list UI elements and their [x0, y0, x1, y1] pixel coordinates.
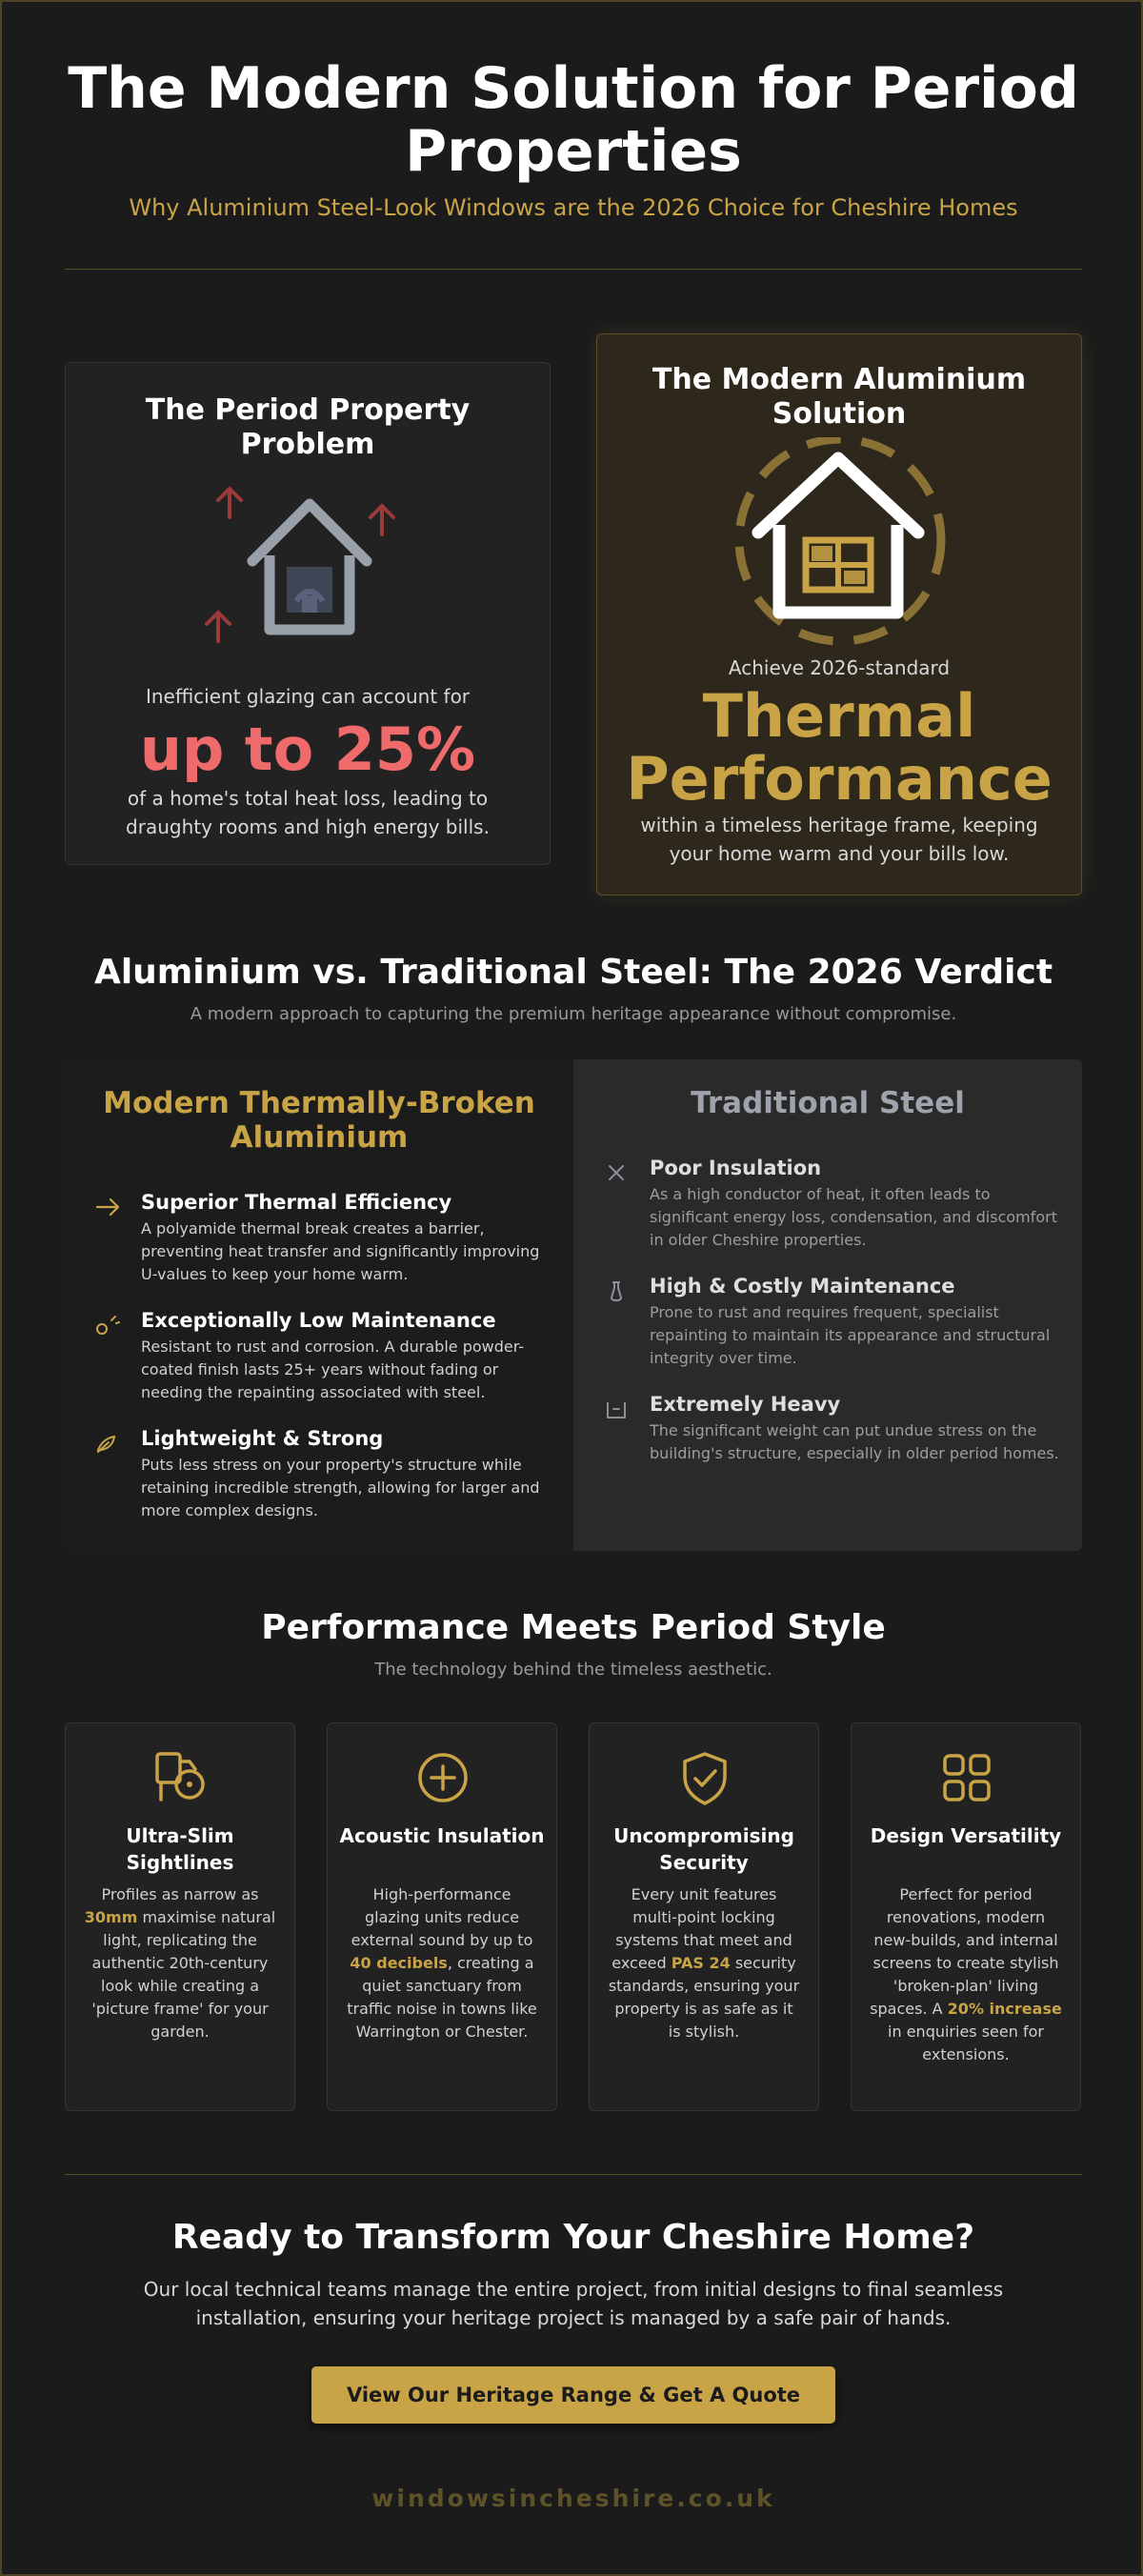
performance-card-title: Design Versatility	[870, 1824, 1062, 1847]
weight-icon	[602, 1395, 631, 1423]
quote-button[interactable]: View Our Heritage Range & Get A Quote	[311, 2366, 835, 2424]
text-part: maximise natural light, replicating the authentic 20th-century look while creating a 'picture frame' for your garden.	[91, 1908, 276, 2041]
feature-title: Poor Insulation	[650, 1157, 822, 1179]
feature-text: The significant weight can put undue stress on the building's structure, especially in older period homes.	[650, 1421, 1059, 1462]
text-part: Profiles as narrow as	[101, 1885, 259, 1903]
feature-text: Prone to rust and requires frequent, specialist repainting to maintain its appearance and structural integrity over time.	[650, 1303, 1051, 1367]
performance-card-title: Acoustic Insulation	[339, 1824, 545, 1847]
feature-title: High & Costly Maintenance	[650, 1275, 955, 1298]
steel-column	[573, 1059, 1082, 1551]
problem-card	[65, 362, 551, 865]
performance-subtitle: The technology behind the timeless aesthetic.	[374, 1660, 772, 1680]
comparison-subtitle: A modern approach to capturing the premium heritage appearance without compromise.	[190, 1004, 957, 1024]
page-subtitle: Why Aluminium Steel-Look Windows are the 2026 Choice for Cheshire Homes	[129, 194, 1018, 221]
grid-icon	[933, 1744, 1000, 1811]
problem-lead: Inefficient glazing can account for	[145, 685, 471, 708]
solution-card	[596, 333, 1082, 896]
performance-card-acoustic	[327, 1722, 557, 2111]
cross-icon	[602, 1158, 631, 1187]
text-part: High-performance glazing units reduce external sound by up to	[351, 1885, 533, 1949]
performance-card-security	[589, 1722, 819, 2111]
feature-title: Exceptionally Low Maintenance	[141, 1309, 496, 1332]
feature-title: Lightweight & Strong	[141, 1427, 384, 1450]
performance-card-title: Uncompromising Security	[613, 1824, 794, 1874]
arrow-right-icon	[93, 1193, 122, 1221]
paint-can-icon	[602, 1277, 631, 1305]
cta-title: Ready to Transform Your Cheshire Home?	[171, 2218, 975, 2257]
performance-card-title: Ultra-Slim Sightlines	[126, 1824, 234, 1874]
solution-lead: Achieve 2026-standard	[728, 656, 951, 679]
text-part: , creating a quiet sanctuary from traffic noise in towns like Warrington or Chester.	[347, 1954, 537, 2041]
comparison-table	[65, 1059, 1082, 1551]
performance-card-text	[607, 1883, 801, 2043]
performance-card-text	[869, 1883, 1063, 2066]
text-highlight: 30mm	[84, 1908, 138, 1926]
sparkle-icon	[93, 1311, 122, 1339]
text-part: Perfect for period renovations, modern new-builds, and internal screens to create stylish 'broken-plan' living spaces. A	[870, 1885, 1059, 2018]
performance-card-sightlines	[65, 1722, 295, 2111]
house-window-icon	[716, 437, 964, 666]
problem-highlight: up to 25%	[139, 714, 476, 784]
solution-card-title: The Modern Aluminium Solution	[652, 363, 1027, 431]
house-heat-loss-icon	[199, 468, 418, 658]
divider	[65, 2174, 1082, 2175]
problem-card-title: The Period Property Problem	[145, 393, 471, 461]
feature-title: Extremely Heavy	[650, 1393, 841, 1416]
problem-body: of a home's total heat loss, leading to draughty rooms and high energy bills.	[126, 787, 490, 838]
plus-circle-icon	[410, 1744, 476, 1811]
performance-card-design	[851, 1722, 1081, 2111]
text-highlight: 20% increase	[947, 2000, 1062, 2018]
text-part: Every unit features multi-point locking systems that meet and exceed	[612, 1885, 792, 1972]
text-part: security standards, ensuring your property is as safe as it is stylish.	[608, 1954, 800, 2041]
feature-text: A polyamide thermal break creates a barrier, preventing heat transfer and significantly improving U-values to keep your home warm.	[141, 1219, 540, 1283]
feature-title: Superior Thermal Efficiency	[141, 1191, 452, 1214]
comparison-title: Aluminium vs. Traditional Steel: The 2026 Verdict	[93, 953, 1053, 992]
feature-text: As a high conductor of heat, it often leads to significant energy loss, condensation, and discomfort in older Cheshire properties.	[650, 1185, 1058, 1249]
performance-card-text	[345, 1883, 539, 2043]
text-highlight: 40 decibels	[350, 1954, 448, 1972]
cta-text: Our local technical teams manage the entire project, from initial designs to final seamless installation, ensuring your heritage project is managed by a safe pair of hands.	[143, 2278, 1004, 2329]
text-part: in enquiries seen for extensions.	[888, 2023, 1044, 2063]
shield-check-icon	[672, 1744, 738, 1811]
text-highlight: PAS 24	[671, 1954, 731, 1972]
feature-text: Resistant to rust and corrosion. A durable powder-coated finish lasts 25+ years without fading or needing the repainting associated with steel.	[141, 1338, 525, 1401]
divider	[65, 269, 1082, 270]
feature-text: Puts less stress on your property's structure while retaining incredible strength, allowing for larger and more complex designs.	[141, 1456, 540, 1519]
solution-body: within a timeless heritage frame, keeping your home warm and your bills low.	[640, 814, 1038, 865]
solution-highlight: Thermal Performance	[626, 681, 1053, 814]
page-title: The Modern Solution for Period Properties	[68, 55, 1079, 185]
aluminium-column	[65, 1059, 573, 1551]
footer-website[interactable]: windowsincheshire.co.uk	[371, 2485, 775, 2512]
feather-icon	[93, 1429, 122, 1458]
performance-title: Performance Meets Period Style	[261, 1608, 886, 1647]
aluminium-column-title: Modern Thermally-Broken Aluminium	[103, 1086, 535, 1155]
performance-card-text	[83, 1883, 277, 2043]
steel-column-title: Traditional Steel	[691, 1086, 965, 1120]
paint-roller-icon	[148, 1744, 214, 1811]
